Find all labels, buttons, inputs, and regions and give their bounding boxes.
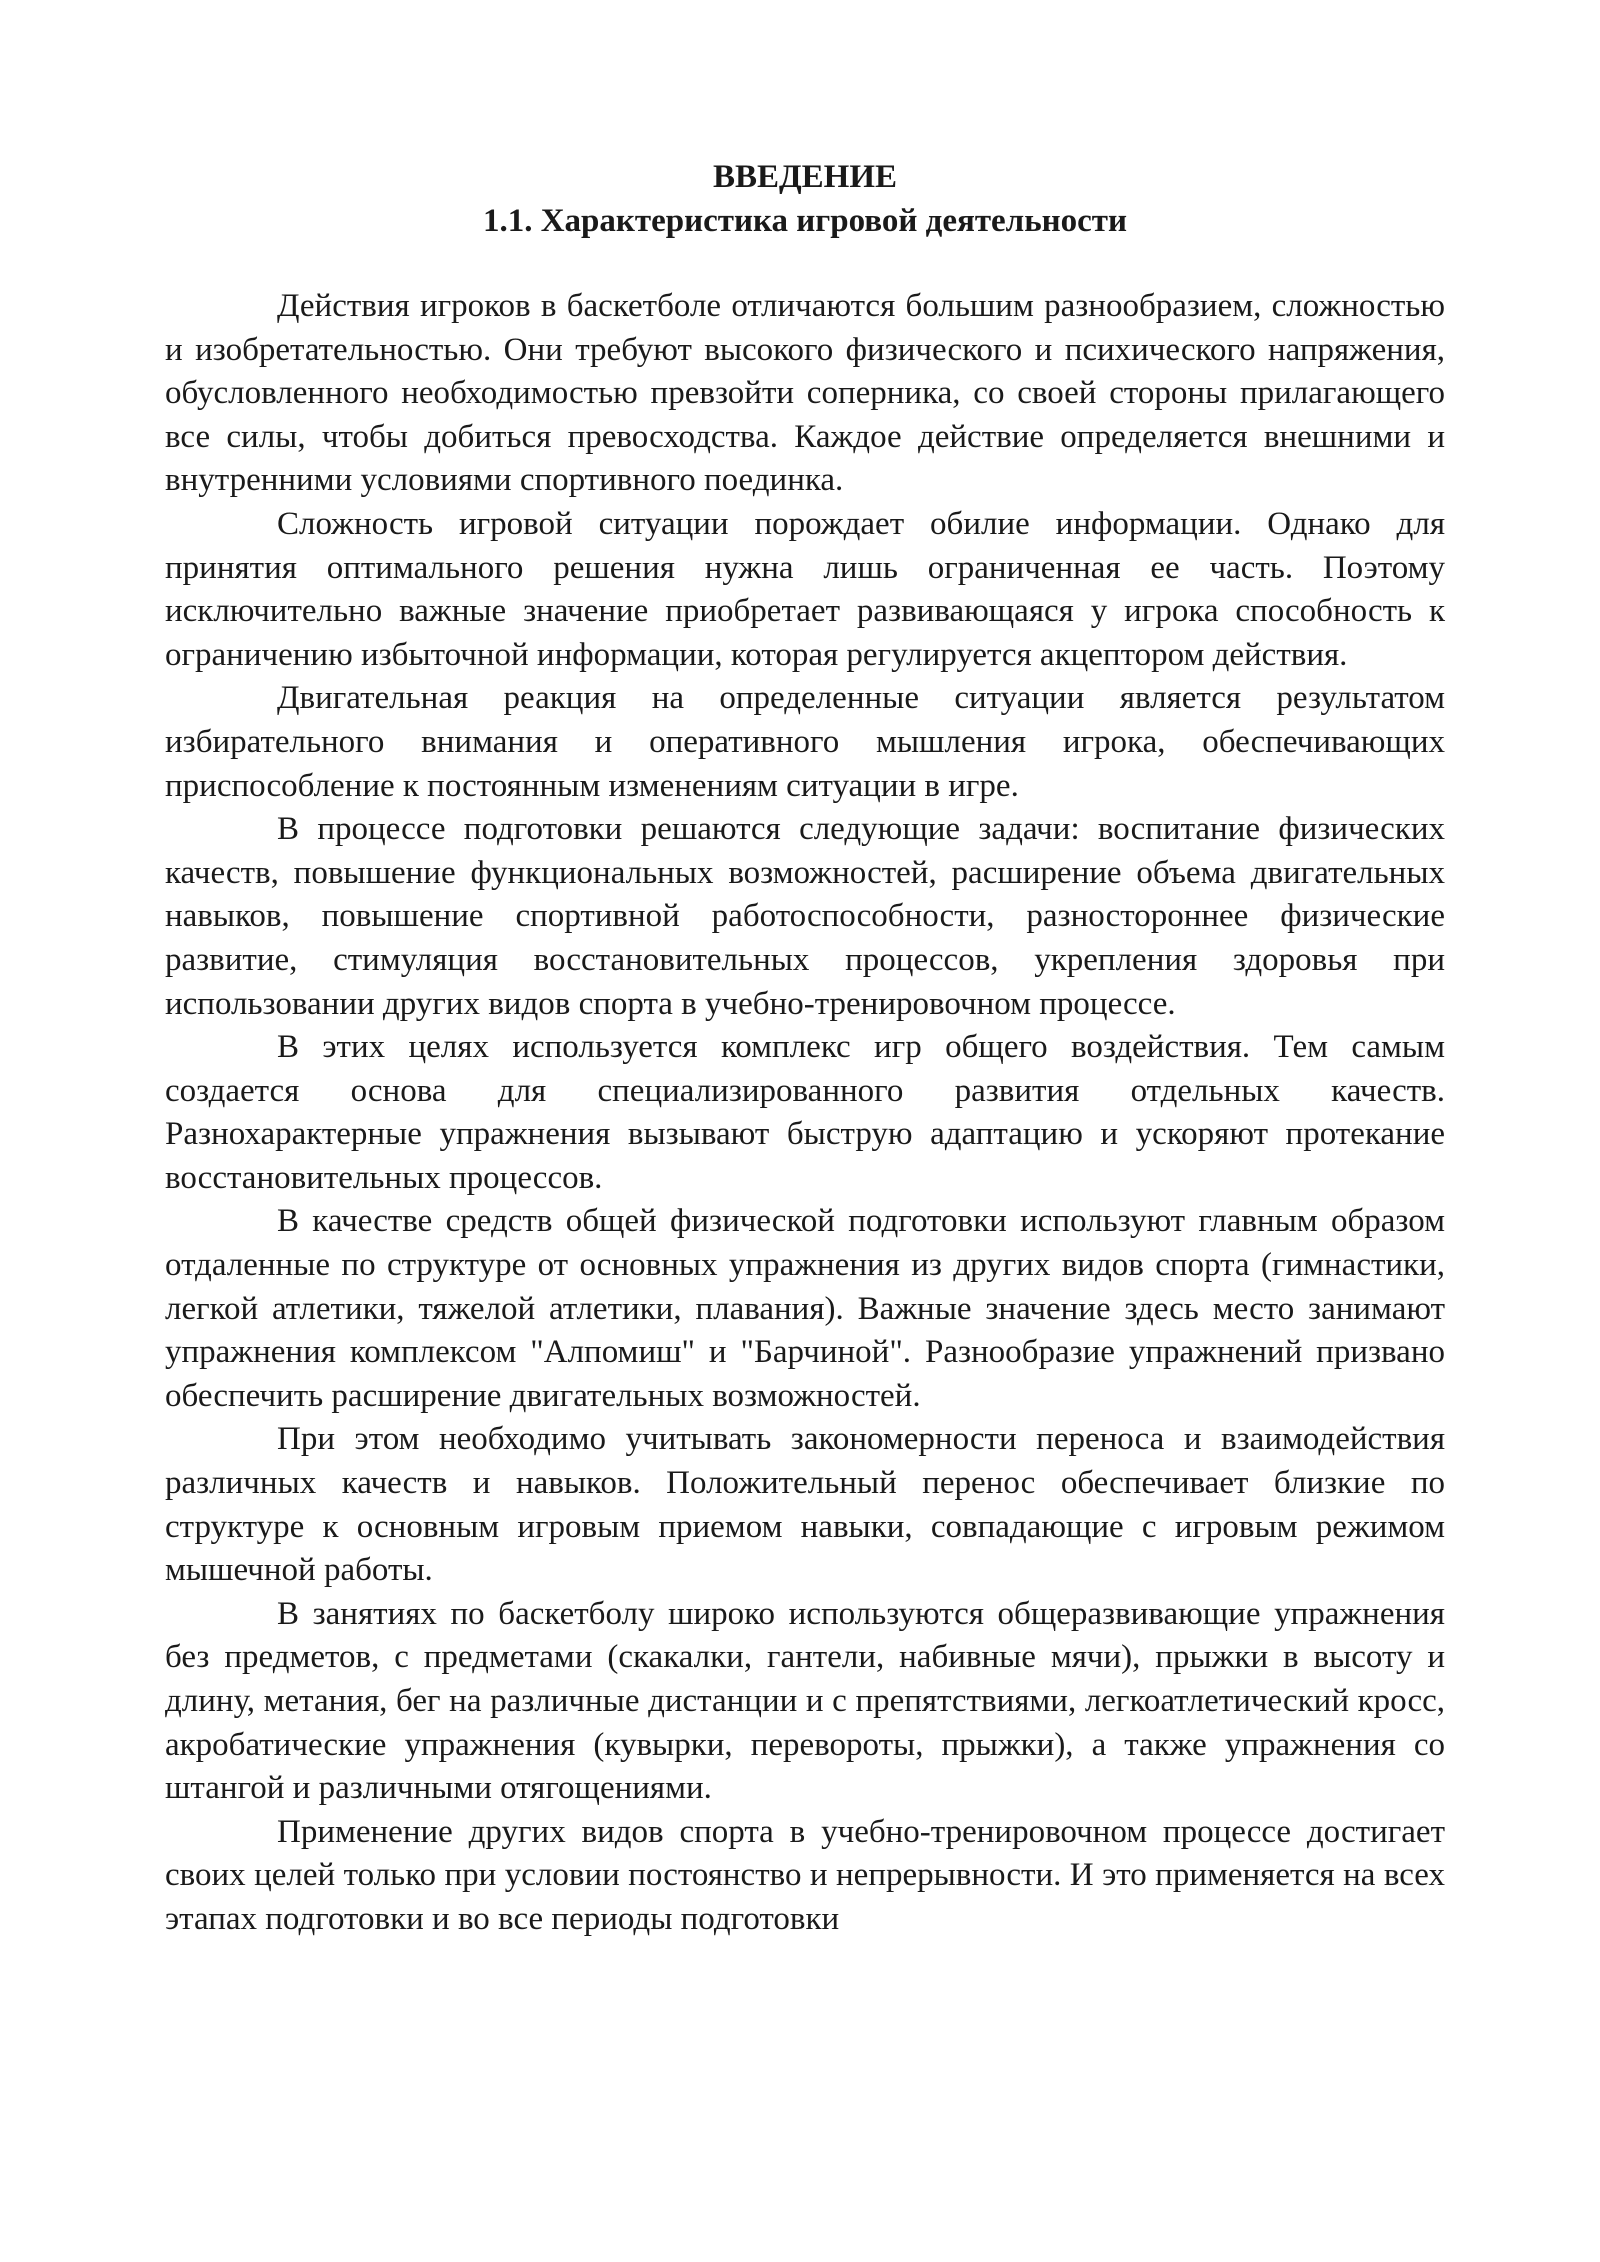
paragraph: В качестве средств общей физической подготовки используют главным образом отдаленные по структуре от основных упражнения из других видов спорта (гимнастики, легкой атлетики, тяжелой атлетики, плавания). Важные значение здесь место занимают упражнения комплексом "Алпомиш" и "Барчиной". Разнообразие упражнений призвано обеспечить расширение двигательных возможностей. xyxy=(165,1203,1445,1414)
paragraph: В занятиях по баскетболу широко используются общеразвивающие упражнения без предметов, с предметами (скакалки, гантели, набивные мячи), прыжки в высоту и длину, метания, бег на различные дистанции и с препятствиями, легкоатлетический кросс, акробатические упражнения (кувырки, перевороты, прыжки), а также упражнения со штангой и различными отягощениями. xyxy=(165,1595,1445,1807)
paragraph: Двигательная реакция на определенные ситуации является результатом избирательного внимания и оперативного мышления игрока, обеспечивающих приспособление к постоянным изменениям ситуации в игре. xyxy=(165,680,1445,804)
page-title: ВВЕДЕНИЕ xyxy=(712,159,898,195)
section-title: 1.1. Характеристика игровой деятельности xyxy=(482,203,1128,239)
paragraph: Сложность игровой ситуации порождает обилие информации. Однако для принятия оптимального решения нужна лишь ограниченная ее часть. Поэтому исключительно важные значение приобретает развивающаяся у игрока способность к ограничению избыточной информации, которая регулируется акцептором действия. xyxy=(165,505,1445,673)
paragraph: При этом необходимо учитывать закономерности переноса и взаимодействия различных качеств и навыков. Положительный перенос обеспечивает близкие по структуре к основным игровым приемом навыки, совпадающие с игровым режимом мышечной работы. xyxy=(165,1421,1445,1589)
paragraph: Действия игроков в баскетболе отличаются большим разнообразием, сложностью и изобретательностью. Они требуют высокого физического и психического напряжения, обусловленного необходимостью превзойти соперника, со своей стороны прилагающего все силы, чтобы добиться превосходства. Каждое действие определяется внешними и внутренними условиями спортивного поединка. xyxy=(165,288,1445,499)
paragraph: В этих целях используется комплекс игр общего воздействия. Тем самым создается основа для специализированного развития отдельных качеств. Разнохарактерные упражнения вызывают быструю адаптацию и ускоряют протекание восстановительных процессов. xyxy=(165,1029,1445,1196)
paragraph: Применение других видов спорта в учебно-тренировочном процессе достигает своих целей только при условии постоянство и непрерывности. И это применяется на всех этапах подготовки и во все периоды подготовки xyxy=(165,1813,1445,1937)
paragraph: В процессе подготовки решаются следующие задачи: воспитание физических качеств, повышение функциональных возможностей, расширение объема двигательных навыков, повышение спортивной работоспособности, разностороннее физические развитие, стимуляция восстановительных процессов, укрепления здоровья при использовании других видов спорта в учебно-тренировочном процессе. xyxy=(165,811,1445,1022)
body-text xyxy=(165,285,1445,1942)
